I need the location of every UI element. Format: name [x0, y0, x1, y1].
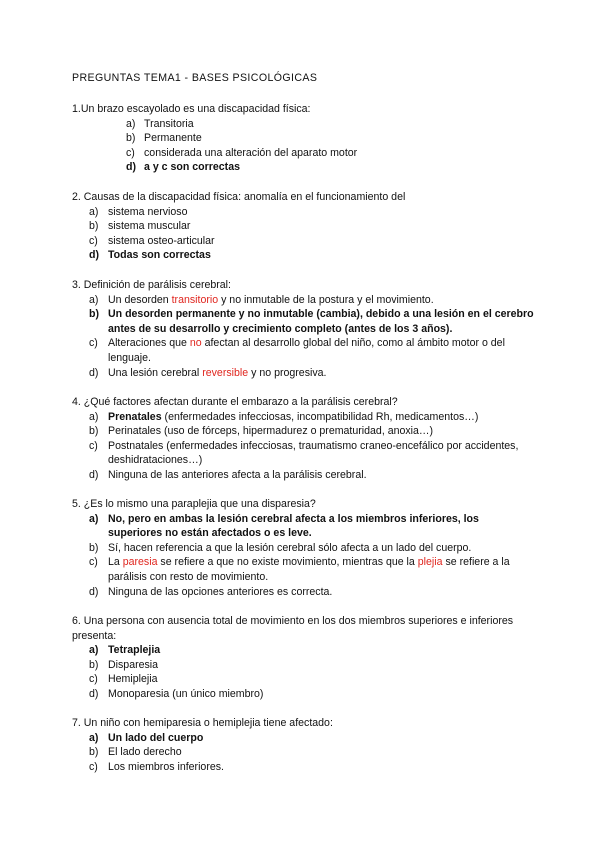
option-d-correct — [72, 248, 534, 263]
option-a — [72, 293, 534, 308]
options-list — [72, 117, 534, 175]
option-text: Postnatales (enfermedades infecciosas, traumatismo craneo-encefálico por accidentes, deshidrataciones…) — [108, 439, 519, 467]
option-text: Sí, hacen referencia a que la lesión cerebral sólo afecta a un lado del cuerpo. — [108, 541, 472, 554]
option-d — [72, 585, 534, 600]
option-bold-part: Prenatales — [108, 410, 162, 423]
highlight-word: plejia — [417, 556, 443, 569]
option-text: Transitoria — [144, 117, 194, 130]
option-label: c) — [89, 760, 98, 773]
option-text: Ninguna de las anteriores afecta a la parálisis cerebral. — [108, 468, 367, 481]
option-text: Permanente — [144, 132, 202, 145]
question-6 — [72, 614, 534, 702]
question-text: 3. Definición de parálisis cerebral: — [72, 279, 231, 291]
option-text: Ninguna de las opciones anteriores es correcta. — [108, 585, 333, 598]
question-4 — [72, 395, 534, 483]
option-label: d) — [126, 161, 136, 174]
question-text: 6. Una persona con ausencia total de movimiento en los dos miembros superiores e inferiores presenta: — [72, 615, 514, 642]
option-text: Un lado del cuerpo — [108, 731, 204, 744]
option-label: b) — [89, 220, 99, 233]
question-text: 7. Un niño con hemiparesia o hemiplejia tiene afectado: — [72, 717, 333, 729]
question-7 — [72, 716, 534, 774]
option-b-correct — [72, 307, 534, 336]
option-b — [72, 131, 534, 146]
option-text: Todas son correctas — [108, 249, 211, 262]
option-text: afectan al desarrollo global del niño, como al ámbito motor o del lenguaje. — [108, 337, 505, 364]
option-label: b) — [89, 308, 99, 321]
highlight-word: no — [189, 337, 202, 350]
option-text: Un desorden permanente y no inmutable (cambia), debido a una lesión en el cerebro antes de su desarrollo y crecimiento completo (antes de los 3 años). — [108, 308, 534, 335]
option-label: a) — [89, 512, 99, 525]
option-text: No, pero en ambas la lesión cerebral afecta a los miembros inferiores, los superiores no están afectados o es leve. — [108, 512, 479, 540]
option-a-correct — [72, 643, 534, 658]
option-text: El lado derecho — [108, 746, 182, 759]
option-b — [72, 745, 534, 760]
options-list — [72, 731, 534, 775]
question-1 — [72, 102, 534, 175]
question-3 — [72, 278, 534, 380]
option-d — [72, 468, 534, 483]
option-label: d) — [89, 249, 99, 262]
option-a-correct — [72, 731, 534, 746]
options-list — [72, 643, 534, 701]
option-label: a) — [89, 644, 99, 657]
option-c — [72, 555, 534, 584]
option-label: a) — [126, 117, 136, 130]
option-label: a) — [89, 410, 99, 423]
option-label: b) — [89, 425, 99, 438]
option-a — [72, 205, 534, 220]
option-label: b) — [89, 658, 99, 671]
option-label: c) — [89, 337, 98, 350]
option-label: b) — [89, 746, 99, 759]
option-label: c) — [89, 439, 98, 452]
option-d — [72, 366, 534, 381]
highlight-word: transitorio — [171, 293, 219, 306]
option-d — [72, 687, 534, 702]
question-2 — [72, 190, 534, 263]
option-label: b) — [126, 132, 136, 145]
option-label: c) — [89, 234, 98, 247]
option-text: considerada una alteración del aparato motor — [144, 146, 358, 159]
option-text: Alteraciones que — [108, 337, 190, 350]
option-text: (enfermedades infecciosas, incompatibilidad Rh, medicamentos…) — [161, 410, 479, 423]
option-text: Una lesión cerebral — [108, 366, 203, 379]
option-c — [72, 760, 534, 775]
option-text: sistema muscular — [108, 220, 191, 233]
option-label: d) — [89, 366, 99, 379]
option-d-correct — [72, 160, 534, 175]
option-text: se refiere a que no existe movimiento, mientras que la — [157, 556, 418, 569]
option-b — [72, 219, 534, 234]
highlight-word: reversible — [202, 366, 249, 379]
options-list — [72, 410, 534, 483]
option-label: a) — [89, 293, 99, 306]
page-title: PREGUNTAS TEMA1 - BASES PSICOLÓGICAS — [72, 72, 318, 84]
option-c — [72, 439, 534, 468]
option-c — [72, 336, 534, 365]
option-text: se refiere a la parálisis con resto de movimiento. — [108, 556, 510, 583]
option-label: d) — [89, 585, 99, 598]
option-b — [72, 541, 534, 556]
option-text: Los miembros inferiores. — [108, 760, 224, 773]
option-label: a) — [89, 205, 99, 218]
option-text: Tetraplejia — [108, 644, 161, 657]
option-text: sistema nervioso — [108, 205, 188, 218]
option-b — [72, 658, 534, 673]
option-text: Un desorden — [108, 293, 172, 306]
option-text: La — [108, 556, 123, 569]
option-label: d) — [89, 687, 99, 700]
option-a-correct — [72, 512, 534, 541]
option-text: sistema osteo-articular — [108, 234, 215, 247]
option-text: Monoparesia (un único miembro) — [108, 687, 264, 700]
question-text: 2. Causas de la discapacidad física: anomalía en el funcionamiento del — [72, 191, 406, 203]
option-c — [72, 672, 534, 687]
option-text: a y c son correctas — [144, 161, 240, 174]
option-label: c) — [89, 556, 98, 569]
option-label: b) — [89, 541, 99, 554]
option-text: y no progresiva. — [248, 366, 327, 379]
option-label: c) — [89, 673, 98, 686]
options-list — [72, 293, 534, 381]
question-text: 5. ¿Es lo mismo una paraplejia que una disparesia? — [72, 498, 316, 510]
question-text: 1.Un brazo escayolado es una discapacidad física: — [72, 103, 311, 115]
option-label: a) — [89, 731, 99, 744]
option-text: Disparesia — [108, 658, 159, 671]
option-a-correct — [72, 410, 534, 425]
options-list — [72, 512, 534, 600]
option-c — [72, 234, 534, 249]
option-text: y no inmutable de la postura y el movimiento. — [218, 293, 434, 306]
options-list — [72, 205, 534, 263]
option-b — [72, 424, 534, 439]
option-text: Perinatales (uso de fórceps, hipermadurez o prematuridad, anoxia…) — [108, 425, 434, 438]
option-text: Hemiplejia — [108, 673, 158, 686]
question-text: 4. ¿Qué factores afectan durante el embarazo a la parálisis cerebral? — [72, 396, 398, 408]
option-a — [72, 117, 534, 132]
option-c — [72, 146, 534, 161]
option-label: c) — [126, 146, 135, 159]
highlight-word: paresia — [122, 556, 158, 569]
option-label: d) — [89, 468, 99, 481]
question-5 — [72, 497, 534, 599]
